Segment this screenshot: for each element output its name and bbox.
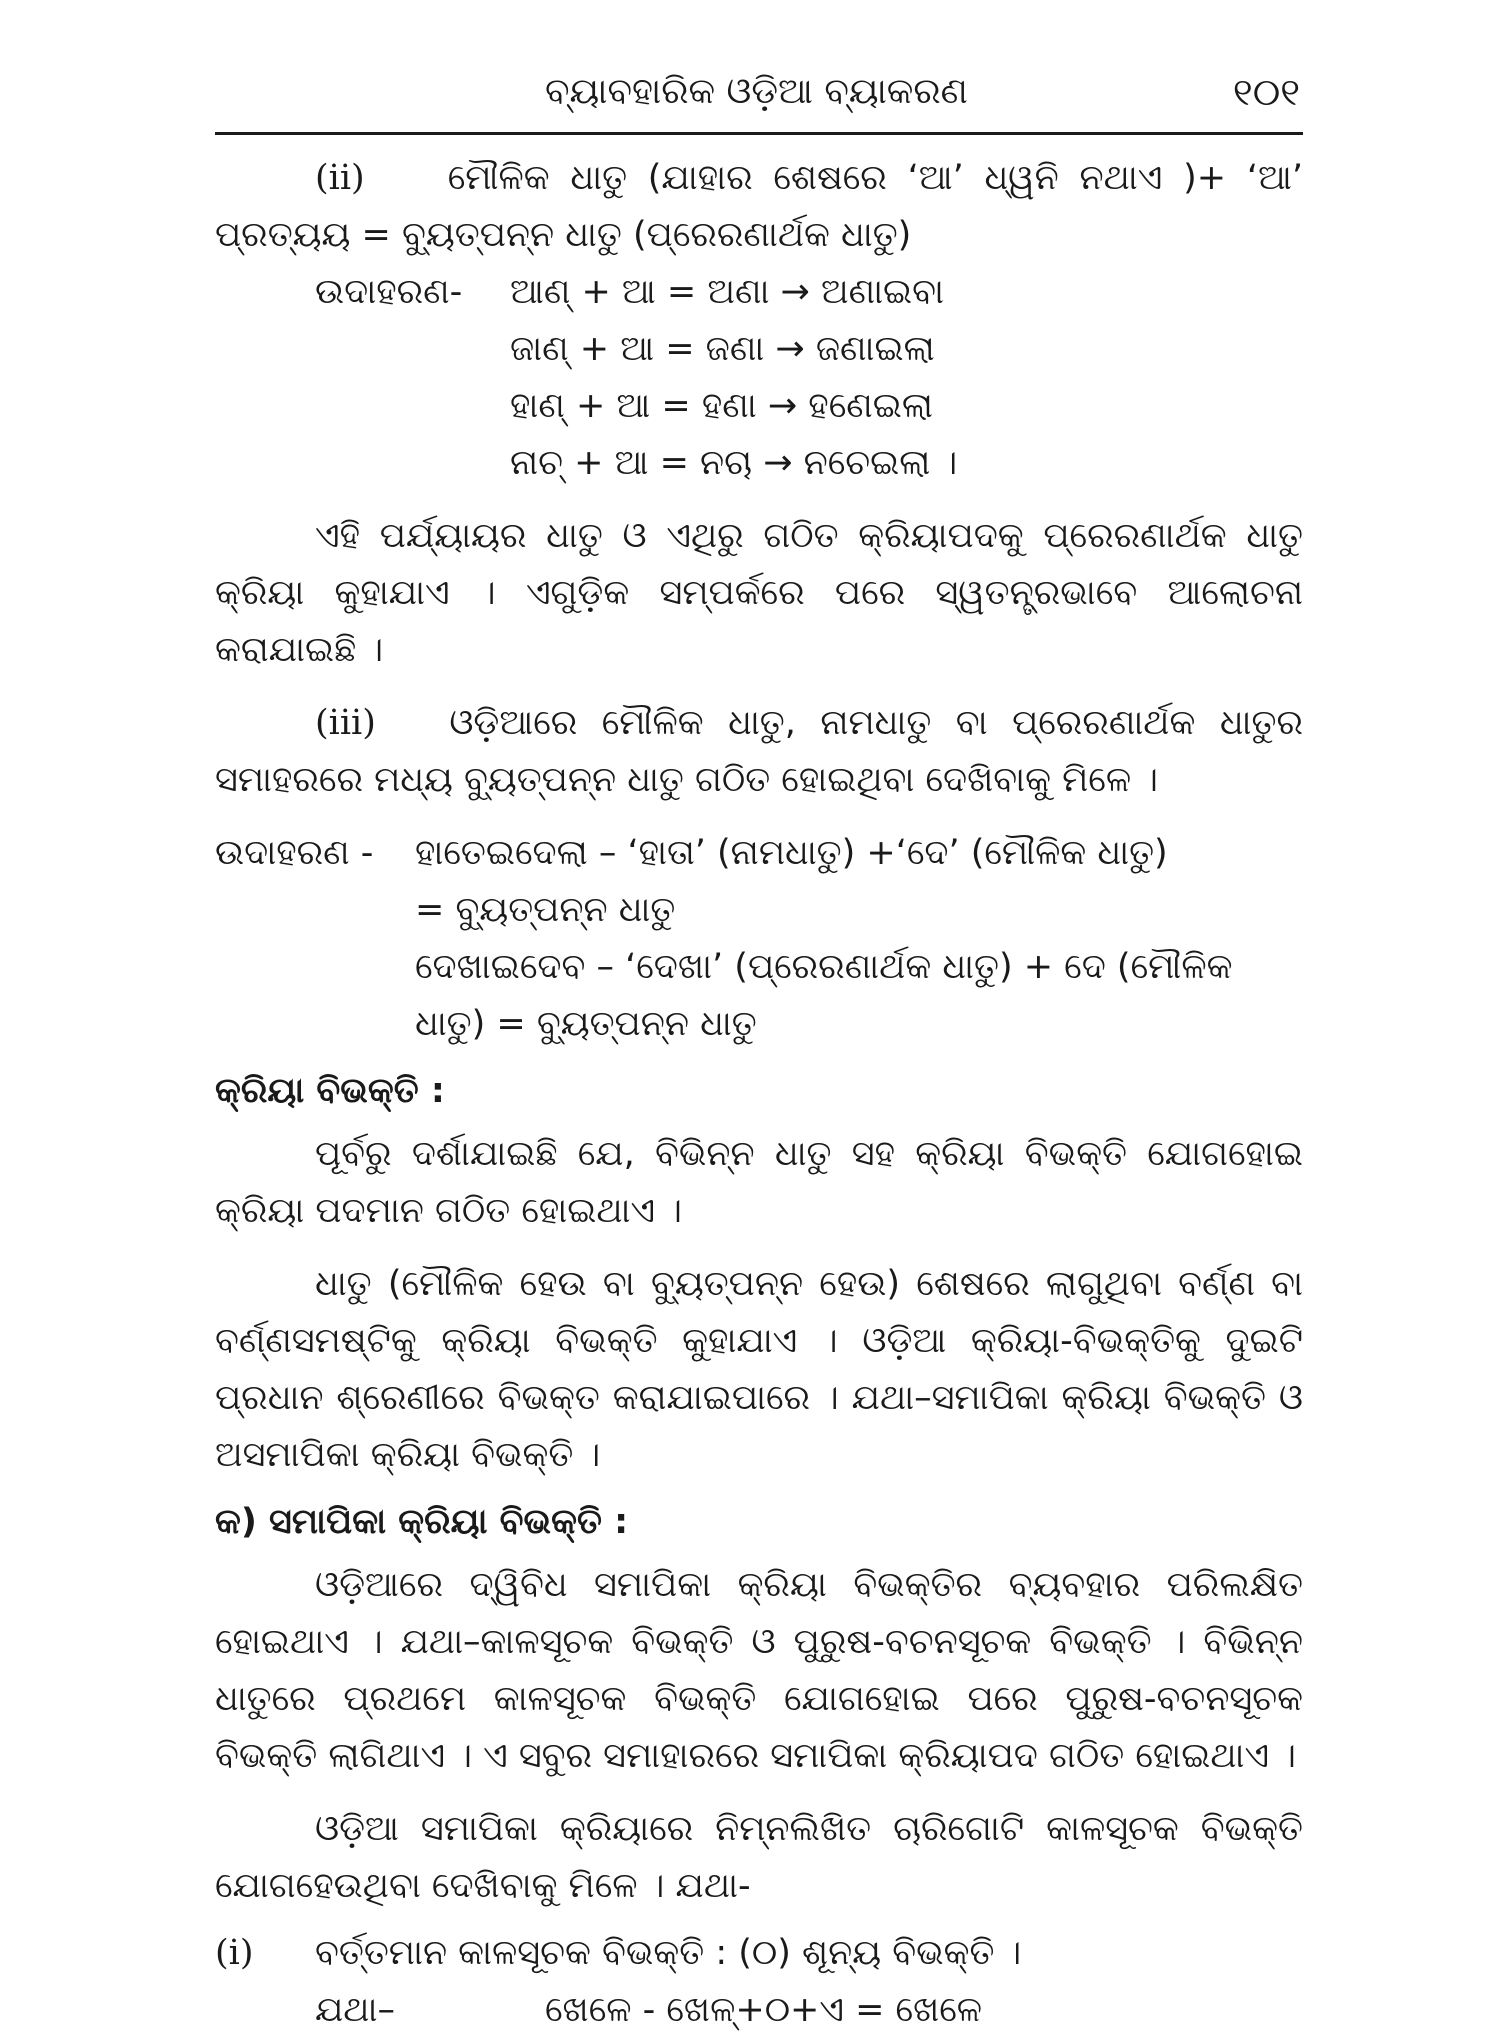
example-line: ଧାତୁ) = ବ୍ୟୁତ୍ପନ୍ନ ଧାତୁ	[415, 1004, 757, 1044]
example-row	[215, 264, 1303, 321]
tense-example	[215, 1982, 1303, 2039]
example-line: = ବ୍ୟୁତ୍ପନ୍ନ ଧାତୁ	[415, 890, 676, 930]
samapika-para2: ଓଡ଼ିଆ ସମାପିକା କ୍ରିୟାରେ ନିମ୍ନଲିଖିତ ଚାରିଗୋଟି କାଳସୂଚକ ବିଭକ୍ତି ଯୋଗହେଉଥିବା ଦେଖିବାକୁ ମିଳେ । ଯଥା-	[215, 1809, 1303, 1906]
page-number: ୧୦୧	[1232, 70, 1300, 114]
example-label: ଉଦାହରଣ -	[215, 833, 374, 873]
section-iii-examples	[215, 825, 1303, 1053]
running-header	[215, 62, 1300, 122]
example-equation: ଆଣ୍ + ଆ = ଅଣା → ଅଣାଇବା	[510, 272, 945, 312]
samapika-heading: କ) ସମାପିକା କ୍ରିୟା ବିଭକ୍ତି :	[215, 1502, 629, 1542]
example-line: ହାତେଇଦେଲା – ‘ହାତା’ (ନାମଧାତୁ) +‘ଦେ’ (ମୌଳିକ ଧାତୁ)	[415, 833, 1168, 873]
example-equation: ନାଚ୍ + ଆ = ନଚା → ନଚେଇଲା ।	[510, 443, 958, 483]
yatha-label: ଯଥା–	[315, 1990, 395, 2030]
example-row	[215, 378, 1303, 435]
section-ii-examples	[215, 264, 1303, 492]
example-row	[215, 321, 1303, 378]
tense-item	[215, 1925, 1303, 1982]
tense-item-label: (i)	[215, 1933, 254, 1973]
header-rule	[215, 132, 1303, 135]
example-equation: ହାଣ୍ + ଆ = ହଣା → ହଣେଇଲା	[510, 386, 933, 426]
example-equation: ଜାଣ୍ + ଆ = ଜଣା → ଜଣାଇଲା	[510, 329, 935, 369]
section-iii-body: ଓଡ଼ିଆରେ ମୌଳିକ ଧାତୁ, ନାମଧାତୁ ବା ପ୍ରେରଣାର୍ଥକ ଧାତୁର ସମାହରରେ ମଧ୍ୟ ବ୍ୟୁତ୍ପନ୍ନ ଧାତୁ ଗଠିତ ହୋଇଥିବା ଦେଖିବାକୁ ମିଳେ ।	[215, 703, 1303, 800]
kriya-vibhakti-para2: ଧାତୁ (ମୌଳିକ ହେଉ ବା ବ୍ୟୁତ୍ପନ୍ନ ହେଉ) ଶେଷରେ ଲାଗୁଥିବା ବର୍ଣ୍ଣ ବା ବର୍ଣ୍ଣସମଷ୍ଟିକୁ କ୍ରିୟା ବିଭକ୍ତି କୁହାଯାଏ । ଓଡ଼ିଆ କ୍ରିୟା-ବିଭକ୍ତିକୁ ଦୁଇଟି ପ୍ରଧାନ ଶ୍ରେଣୀରେ ବିଭକ୍ତ କରାଯାଇପାରେ । ଯଥା–ସମାପିକା କ୍ରିୟା ବିଭକ୍ତି ଓ ଅସମାପିକା କ୍ରିୟା ବିଭକ୍ତି ।	[215, 1264, 1303, 1475]
section-iii-text	[215, 695, 1303, 809]
yatha-example: ଖେଳେ - ଖେଳ୍+୦+ଏ = ଖେଳେ	[545, 1990, 983, 2030]
example-line: ଦେଖାଇଦେବ – ‘ଦେଖା’ (ପ୍ରେରଣାର୍ଥକ ଧାତୁ) + ଦେ (ମୌଳିକ	[415, 947, 1233, 987]
samapika-para1: ଓଡ଼ିଆରେ ଦ୍ୱିବିଧ ସମାପିକା କ୍ରିୟା ବିଭକ୍ତିର ବ୍ୟବହାର ପରିଲକ୍ଷିତ ହୋଇଥାଏ । ଯଥା–କାଳସୂଚକ ବିଭକ୍ତି ଓ ପୁରୁଷ-ବଚନସୂଚକ ବିଭକ୍ତି । ବିଭିନ୍ନ ଧାତୁରେ ପ୍ରଥମେ କାଳସୂଚକ ବିଭକ୍ତି ଯୋଗହୋଇ ପରେ ପୁରୁଷ-ବଚନସୂଚକ ବିଭକ୍ତି ଲାଗିଥାଏ । ଏ ସବୁର ସମାହାରରେ ସମାପିକା କ୍ରିୟାପଦ ଗଠିତ ହୋଇଥାଏ ।	[215, 1565, 1303, 1776]
section-iii-label: (iii)	[315, 703, 376, 743]
kriya-vibhakti-heading: କ୍ରିୟା ବିଭକ୍ତି :	[215, 1071, 445, 1111]
section-ii-body: ମୌଳିକ ଧାତୁ (ଯାହାର ଶେଷରେ ‘ଆ’ ଧ୍ୱନି ନଥାଏ )+ ‘ଆ’ ପ୍ରତ୍ୟୟ = ବ୍ୟୁତ୍ପନ୍ନ ଧାତୁ (ପ୍ରେରଣାର୍ଥକ ଧାତୁ)	[215, 158, 1303, 255]
kriya-vibhakti-para1: ପୂର୍ବରୁ ଦର୍ଶାଯାଇଛି ଯେ, ବିଭିନ୍ନ ଧାତୁ ସହ କ୍ରିୟା ବିଭକ୍ତି ଯୋଗହୋଇ କ୍ରିୟା ପଦମାନ ଗଠିତ ହୋଇଥାଏ ।	[215, 1134, 1303, 1231]
tense-item-text: ବର୍ତ୍ତମାନ କାଳସୂଚକ ବିଭକ୍ତି : (୦) ଶୂନ୍ୟ ବିଭକ୍ତି ।	[315, 1933, 1022, 1973]
section-ii-note: ଏହି ପର୍ଯ୍ୟାୟର ଧାତୁ ଓ ଏଥିରୁ ଗଠିତ କ୍ରିୟାପଦକୁ ପ୍ରେରଣାର୍ଥକ ଧାତୁ କ୍ରିୟା କୁହାଯାଏ । ଏଗୁଡ଼ିକ ସମ୍ପର୍କରେ ପରେ ସ୍ୱତନ୍ତ୍ରଭାବେ ଆଲୋଚନା କରାଯାଇଛି ।	[215, 516, 1303, 670]
example-label: ଉଦାହରଣ-	[315, 272, 463, 312]
page-body	[215, 150, 1303, 2039]
example-row	[215, 435, 1303, 492]
book-title: ବ୍ୟାବହାରିକ ଓଡ଼ିଆ ବ୍ୟାକରଣ	[545, 71, 968, 112]
example-row	[215, 825, 1303, 882]
section-ii-text	[215, 150, 1303, 264]
section-ii-label: (ii)	[315, 158, 365, 198]
